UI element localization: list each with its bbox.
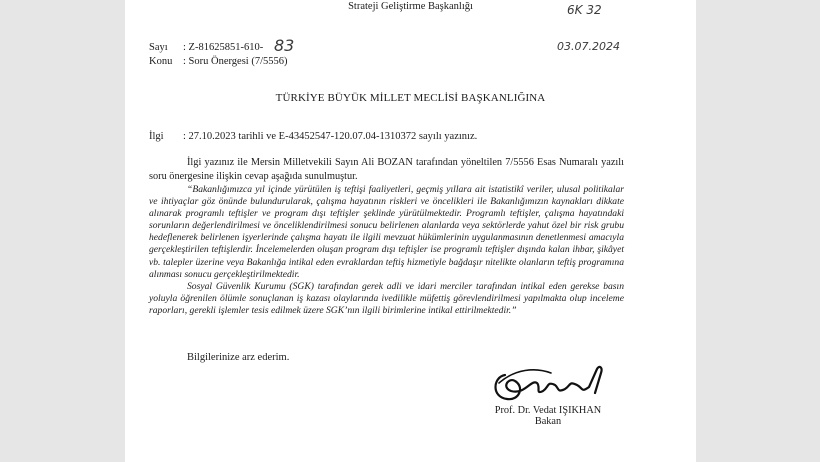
ilgi-value: : 27.10.2023 tarihli ve E-43452547-120.07.04-1310372 sayılı yazınız. <box>183 131 478 142</box>
addressee-heading: TÜRKİYE BÜYÜK MİLLET MECLİSİ BAŞKANLIĞINA <box>275 92 546 104</box>
sayi-label: Sayı <box>149 42 168 53</box>
department-header: Strateji Geliştirme Başkanlığı <box>348 1 473 12</box>
sayi-value: : Z-81625851-610- <box>183 42 264 53</box>
konu-label: Konu <box>149 56 173 67</box>
closing-line: Bilgilerinize arz ederim. <box>187 352 290 363</box>
signatory-name: Prof. Dr. Vedat IŞIKHAN <box>494 405 602 416</box>
ilgi-label: İlgi <box>149 131 164 142</box>
signatory-title: Bakan <box>534 416 562 427</box>
quote-paragraph: “Bakanlığımızca yıl içinde yürütülen iş teftişi faaliyetleri, geçmiş yıllara ait istatistikî veriler, ulusal politikalar ve ihtiyaçlar göz önünde bulundurularak, çalışma hayatının riskleri ve öncelikleri ile Bakanlığımızın kaynakları dikkate alınarak programlı teftişler ve program dışı teftişler şeklinde yürütülmektedir. Programlı teftişler, çalışma hayatındaki sorunların değerlendirilmesi ve önceliklendirilmesi sonucu belirlenen alanlarda veya sektörlerde yahut özel bir risk grubu hedeflenerek belirlenen işyerlerinde çalışma hayatı ile ilgili mevzuat hükümlerinin uygulanmasının denetlenmesi amacıyla gerçekleştirilen teftişlerdir. İncelemelerden oluşan program dışı teftişler ise programlı teftişler dışında kalan ihbar, şikâyet vb. talepler üzerine veya Bakanlığa intikal eden evraklardan teftiş hizmetiyle bağdaşır nitelikte olanların teftiş programına alınması sonucu gerçekleştirilmektedir. <box>149 184 624 280</box>
quote-paragraph: Sosyal Güvenlik Kurumu (SGK) tarafından gerek adli ve idari merciler tarafından intikal eden gerekse basın yoluyla öğrenilen ölümle sonuçlanan iş kazası olaylarında ivedilikle müfettiş görevlendirilmesi yapılmakta olup inceleme raporları, gerekli işlemler tesis edilmek üzere SGK’nın ilgili birimlerine intikal ettirilmektedir.” <box>149 280 624 316</box>
handwritten-reference: 6K 32 <box>567 3 602 17</box>
intro-paragraph: İlgi yazınız ile Mersin Milletvekili Sayın Ali BOZAN tarafından yöneltilen 7/5556 Esas Numaralı yazılı soru önergesine ilişkin cevap aşağıda sunulmuştur. <box>149 157 624 182</box>
document-date: 03.07.2024 <box>557 40 620 53</box>
handwritten-number: 83 <box>274 36 295 55</box>
quoted-answer <box>149 184 624 317</box>
konu-value: : Soru Önergesi (7/5556) <box>183 56 288 67</box>
signature-icon <box>485 357 615 407</box>
document-page <box>125 0 696 462</box>
